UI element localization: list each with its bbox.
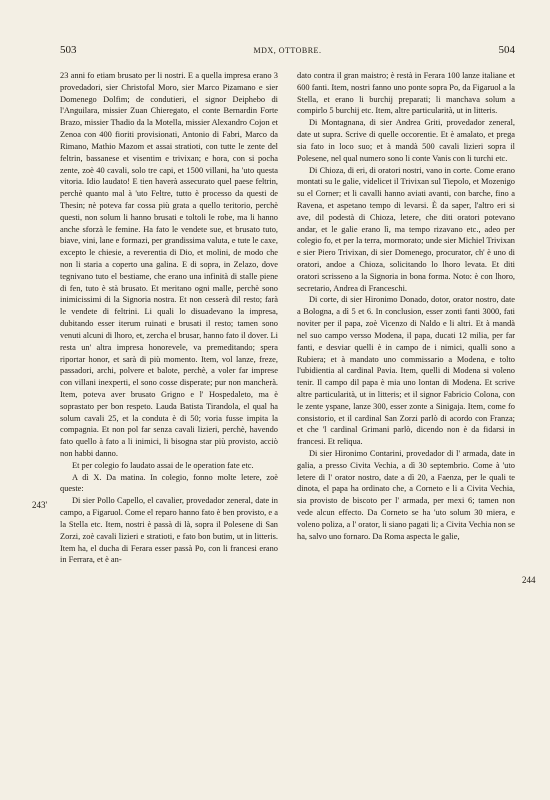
margin-note-left: 243' xyxy=(32,500,48,510)
paragraph: 23 anni fo etiam brusato per li nostri. E a quella impresa erano 3 provedadori, sier Christofal Moro, sier Marco Pizamano e sier Domenego Dolfim; de condutieri, el signor Deiphebo di l'Anguilara, missier Zuan Chieregato, el conte Bernardin Forte Brazo, missier Thadio da la Motella, missier Alexandro Cojon et Zenoa con 400 fioriti provisionati, Antonio di Fabri, Marco da Rimano, Mathio Mazom et assai stratioti, con tutte le zente del feltrin, bassanese et visentim e trivixan; e hora, con si pocha zente, zoè 40 cavali, solo tre capi, et 1500 villani, ha 'uto questa vitoria. Idio laudato! E tien haverà assecurato quel paese feltrin, perchè quanto mal à 'uto Feltre, tutto è processo da questi de Thesin; nè poteva far cossa più grata a quello teritorio, perchè questi, non solum li hanno brusati e toltoli le robe, ma li hanno anche sforzà le femine. Ha fato le vendete sue, et brusato tuto, biave, vini, lane e formazi, per grandissima valuta, e tute le caxe, excepto le chiesie, a reverentia di Dio, et molini, de modo che non li staria a coperto una galina. E di sopra, in Zelazo, dove tegnivano tuto el bestiame, che erano una infinità di stalle piene di fen, tuto è stà brusato. Et meritano ogni malle, perchè sono inimicissimi di la Signoria nostra. Et non cesserà dil resto; farà le vendete di feltrini. Li quali lo disuadevano la impresa, dubitando esser iterum ruinati e brusati il resto; tamen sono venuti alcuni di lhoro, et, zercha el brusar, hanno fato il dover. Li resta un' altra impresa honorevele, va premeditando; spera riportar honor, et sarà di più momento. Item, vol lanze, freze, passadori, archi, polvere et balote, perchè, a voler far imprese con villani inexperti, el sono cosse disperate; pur non mancherà. Item, poteva aver brusato Grigno e l' Hospedaleto, ma è soprastato per bon respeto. Lauda Batista Tirandola, el qual ha solum cavali 25, et la conduta è di 50; voria fusse impita la compagnia. Et non pol far senza cavali lizieri, perchè, havendo fato quello à fato a li inimici, li bisogna star più provisto, acciò non habbi danno. xyxy=(60,71,278,458)
paragraph: Di sier Hironimo Contarini, provedador di l' armada, date in galia, a presso Civita Vechia, a dì 30 septembrio. Come à 'uto letere di l' orator nostro, date a dì 20, a Faenza, per le quali te dinota, el papa ha ordinato che, a Corneto e li a Civita Vechia, sia provisto de biscoto per l' armada, per mexi 6; tamen non vede alcun effecto. Da Corneto se ha 'uto solum 30 miera, e voleno poliza, a l' orator, li siano pagati li; a Civita Vechia non se ha, salvo uno fornaro. Da Roma aspecta le galie, xyxy=(297,449,515,541)
margin-note-right: 244 xyxy=(522,575,536,585)
paragraph: A dì X. Da matina. In colegio, fonno molte letere, zoè queste: xyxy=(60,472,278,494)
paragraph: Di sier Pollo Capello, el cavalier, provedador zeneral, date in campo, a Figaruol. Come el reparo hanno fato è ben provisto, e a la Stella etc. Item, nostri è passà di là, sopra il Polesene di San Zorzi, zoè cavali lizieri e stratioti, e fato bon butim, ut in litteris. Item ha, el ducha di Ferara esser passà Po, con li francesi erano in Ferrara, et è an- xyxy=(60,496,278,565)
left-text-column xyxy=(60,70,278,775)
paragraph: dato contra il gran maistro; è restà in Ferara 100 lanze italiane et 600 fanti. Item, nostri fanno uno ponte sopra Po, da Figaruol a la Stella, et erano li burchij preparati; li manchava solum a compirlo 5 burchij etc. Item, altre particularità, ut in litteris. xyxy=(297,71,515,116)
right-text-column xyxy=(297,70,515,775)
paragraph: Di corte, di sier Hironimo Donado, dotor, orator nostro, date a Bologna, a dì 5 et 6. In conclusion, esser zonti fanti 3000, fati noviter per il papa, zoè Vicenzo di Naldo e li altri. Et à mandà nel suo campo versso Modena, il papa, ducati 12 milia, per far fanti, e desviar quelli è in campo de i nimici, qualli sono a Rubiera; et à mandato uno commissario a Modena, e tolto l'ubidientia al cardinal Pavia. Item, quelli di Modena si voleno tenir. Il campo dil papa è mia uno lontan di Modena. Et scrive altre particularità, ut in litteris; et il signor Fabricio Colona, con le zente yspane, lanze 300, esser zonte a Sinigaja. Item, come fo consistorio, et il cardinal San Zorzi parlò di acordo con Franza; et che 'l cardinal Grimani parlò, dicendo non è da fidarsi in francesi. Et reliqua. xyxy=(297,295,515,447)
paragraph: Di Chioza, di eri, di oratori nostri, vano in corte. Come erano montati su le galie, videlicet il Trivixan sul Tiepolo, et Mozenigo su el Corner; et li cavalli hanno aviati avanti, con barche, fino a Ravena, et aspetano tempo di levarsi. È da saper, l'altro eri si ave, dil podestà di Chioza, letere, che diti oratori potevano andar, et le galie erano lì, ma tempo rizavano etc., adeo per colegio fo, et per la terra, mormorato; unde sier Michiel Trivixan e sier Piero Trivixan, di sier Domenego, procurator, ch' è uno di oratori, andoe a Chioza, solicitando lo lhoro levata. Et diti oratori scrisseno a la Signoria in bona forma. Noto: è con lhoro, secretario, Andrea di Franceschi. xyxy=(297,165,515,293)
running-title: MDX, OTTOBRE. xyxy=(253,46,322,55)
paragraph: Et per colegio fo laudato assai de le operation fate etc. xyxy=(72,460,254,470)
paragraph: Di Montagnana, di sier Andrea Griti, provedador zeneral, date ut supra. Scrive di quelle occorentie. Et è amalato, et prega sia fato in loco suo; et à mandà 500 cavali lizieri sopra il Polesene, nel qual numero sono li conte Vanis con li turchi etc. xyxy=(297,118,515,163)
right-page-number: 504 xyxy=(498,44,515,56)
left-page-number: 503 xyxy=(60,44,77,56)
page-header xyxy=(60,44,515,60)
